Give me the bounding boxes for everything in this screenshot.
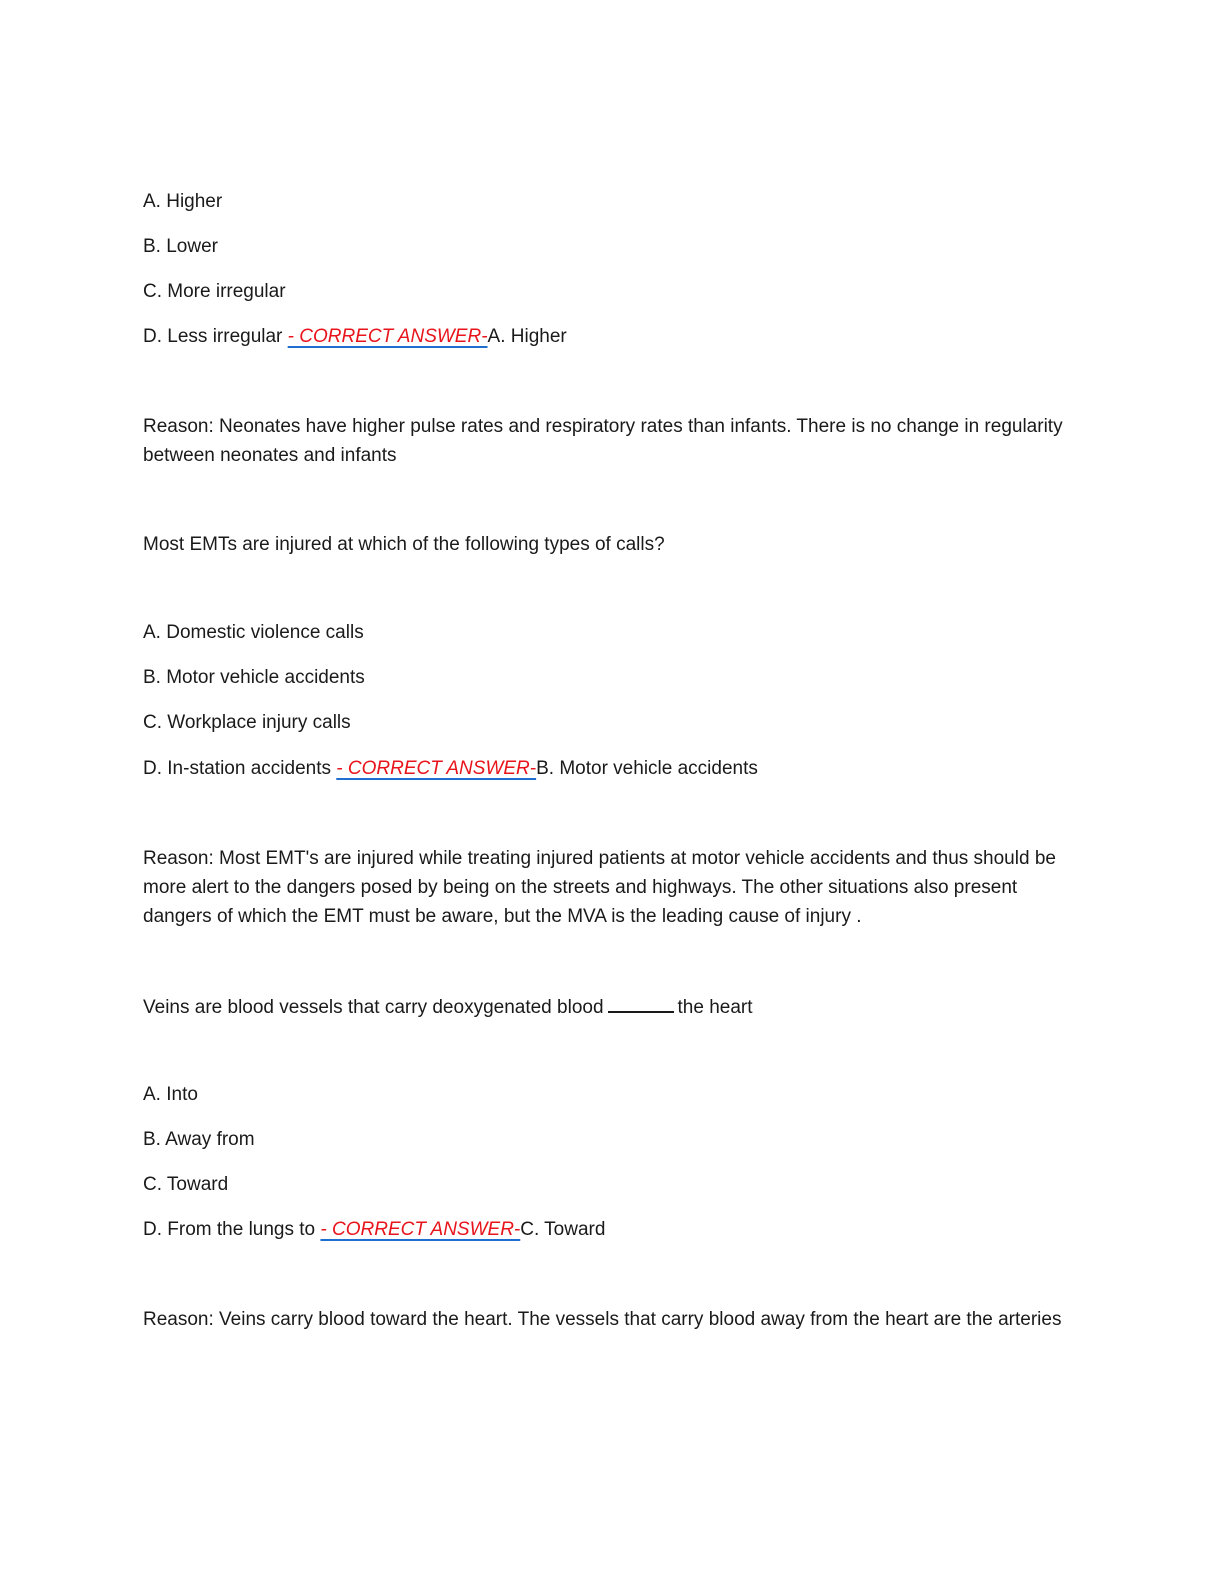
q1-reason: Reason: Neonates have higher pulse rates and respiratory rates than infants. There is no change in regularity between neonates and infants xyxy=(143,416,1063,466)
q1-option-a: A. Higher xyxy=(143,191,223,212)
q1-option-c: C. More irregular xyxy=(143,281,286,302)
q3-option-c: C. Toward xyxy=(143,1174,229,1195)
q3-question-after: the heart xyxy=(677,997,753,1018)
q1-option-d-line xyxy=(143,322,567,351)
q2-correct-answer-marker: - CORRECT ANSWER- xyxy=(336,758,537,779)
q2-option-b: B. Motor vehicle accidents xyxy=(143,667,365,688)
q3-question xyxy=(143,991,753,1022)
q3-option-d: D. From the lungs to xyxy=(143,1219,321,1240)
q1-answer: A. Higher xyxy=(487,326,567,347)
q2-option-c: C. Workplace injury calls xyxy=(143,712,351,733)
q2-option-d-line xyxy=(143,754,758,783)
q3-answer: C. Toward xyxy=(520,1219,606,1240)
q2-answer: B. Motor vehicle accidents xyxy=(536,758,758,779)
q3-question-before: Veins are blood vessels that carry deoxygenated blood xyxy=(143,997,604,1018)
q3-reason: Reason: Veins carry blood toward the heart. The vessels that carry blood away from the heart are the arteries xyxy=(143,1309,1062,1330)
q2-question: Most EMTs are injured at which of the following types of calls? xyxy=(143,534,665,555)
q3-blank xyxy=(608,991,674,1013)
q1-option-b: B. Lower xyxy=(143,236,218,257)
q3-option-a: A. Into xyxy=(143,1084,198,1105)
q2-option-d: D. In-station accidents xyxy=(143,758,337,779)
q3-option-d-line xyxy=(143,1215,605,1244)
q3-correct-answer-marker: - CORRECT ANSWER- xyxy=(320,1219,521,1240)
q2-option-a: A. Domestic violence calls xyxy=(143,622,364,643)
q3-option-b: B. Away from xyxy=(143,1129,255,1150)
q2-reason: Reason: Most EMT's are injured while treating injured patients at motor vehicle accidents and thus should be more alert to the dangers posed by being on the streets and highways. The other situations also present dangers of which the EMT must be aware, but the MVA is the leading cause of injury . xyxy=(143,848,1056,927)
q1-correct-answer-marker: - CORRECT ANSWER- xyxy=(287,326,488,347)
q1-option-d: D. Less irregular xyxy=(143,326,288,347)
